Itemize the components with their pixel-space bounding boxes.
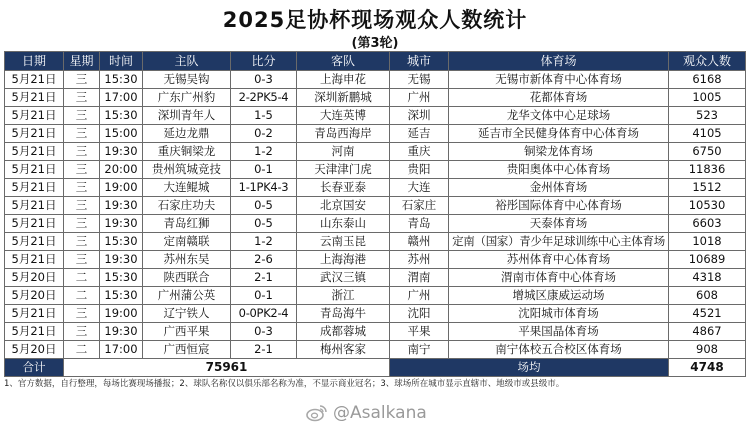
- cell-attendance: 1005: [669, 89, 746, 107]
- header-time: 时间: [100, 52, 143, 71]
- table-row: [5, 251, 746, 269]
- cell-time: 19:30: [100, 251, 143, 269]
- header-stadium: 体育场: [449, 52, 669, 71]
- cell-stadium: 定南（国家）青少年足球训练中心主体育场: [449, 233, 669, 251]
- cell-date: 5月21日: [5, 71, 64, 89]
- cell-home-team: 辽宁铁人: [143, 305, 231, 323]
- cell-home-team: 重庆铜梁龙: [143, 143, 231, 161]
- cell-date: 5月21日: [5, 179, 64, 197]
- table-row: [5, 305, 746, 323]
- cell-away-team: 云南玉昆: [297, 233, 390, 251]
- cell-weekday: 三: [64, 323, 100, 341]
- cell-score: 0-1: [231, 161, 297, 179]
- cell-score: 0-5: [231, 197, 297, 215]
- cell-away-team: 上海海港: [297, 251, 390, 269]
- cell-attendance: 1018: [669, 233, 746, 251]
- cell-stadium: 花都体育场: [449, 89, 669, 107]
- cell-score: 0-1: [231, 287, 297, 305]
- cell-away-team: 河南: [297, 143, 390, 161]
- cell-home-team: 广东广州豹: [143, 89, 231, 107]
- cell-attendance: 10689: [669, 251, 746, 269]
- table-row: [5, 107, 746, 125]
- cell-home-team: 石家庄功夫: [143, 197, 231, 215]
- cell-away-team: 成都蓉城: [297, 323, 390, 341]
- cell-home-team: 广西平果: [143, 323, 231, 341]
- header-city: 城市: [390, 52, 449, 71]
- average-label: 场均: [390, 359, 669, 377]
- cell-time: 19:30: [100, 215, 143, 233]
- cell-city: 渭南: [390, 269, 449, 287]
- cell-attendance: 4318: [669, 269, 746, 287]
- cell-stadium: 无锡市新体育中心体育场: [449, 71, 669, 89]
- cell-city: 广州: [390, 287, 449, 305]
- cell-city: 南宁: [390, 341, 449, 359]
- page-title: 2025足协杯现场观众人数统计: [222, 8, 528, 32]
- cell-attendance: 4867: [669, 323, 746, 341]
- table-row: [5, 71, 746, 89]
- cell-stadium: 贵阳奥体中心体育场: [449, 161, 669, 179]
- cell-weekday: 三: [64, 107, 100, 125]
- table-row: [5, 197, 746, 215]
- cell-city: 平果: [390, 323, 449, 341]
- cell-home-team: 定南赣联: [143, 233, 231, 251]
- total-label: 合计: [5, 359, 64, 377]
- cell-attendance: 11836: [669, 161, 746, 179]
- cell-attendance: 6750: [669, 143, 746, 161]
- cell-weekday: 二: [64, 269, 100, 287]
- cell-home-team: 广西恒宸: [143, 341, 231, 359]
- table-row: [5, 161, 746, 179]
- cell-date: 5月21日: [5, 125, 64, 143]
- cell-time: 15:00: [100, 125, 143, 143]
- cell-time: 20:00: [100, 161, 143, 179]
- cell-weekday: 三: [64, 197, 100, 215]
- cell-weekday: 三: [64, 233, 100, 251]
- cell-attendance: 523: [669, 107, 746, 125]
- cell-date: 5月20日: [5, 341, 64, 359]
- cell-score: 1-2: [231, 143, 297, 161]
- cell-away-team: 浙江: [297, 287, 390, 305]
- cell-home-team: 深圳青年人: [143, 107, 231, 125]
- cell-date: 5月21日: [5, 233, 64, 251]
- cell-time: 15:30: [100, 269, 143, 287]
- cell-away-team: 深圳新鹏城: [297, 89, 390, 107]
- cell-away-team: 长春亚泰: [297, 179, 390, 197]
- cell-score: 1-1PK4-3: [231, 179, 297, 197]
- cell-stadium: 渭南市体育中心体育场: [449, 269, 669, 287]
- cell-stadium: 延吉市全民健身体育中心体育场: [449, 125, 669, 143]
- header-score: 比分: [231, 52, 297, 71]
- cell-score: 0-2: [231, 125, 297, 143]
- cell-score: 0-3: [231, 71, 297, 89]
- cell-date: 5月21日: [5, 89, 64, 107]
- cell-stadium: 天泰体育场: [449, 215, 669, 233]
- cell-weekday: 三: [64, 305, 100, 323]
- attendance-table: [4, 51, 746, 377]
- cell-weekday: 三: [64, 125, 100, 143]
- cell-date: 5月20日: [5, 269, 64, 287]
- cell-home-team: 无锡吴钩: [143, 71, 231, 89]
- cell-attendance: 4521: [669, 305, 746, 323]
- cell-score: 2-1: [231, 341, 297, 359]
- cell-away-team: 大连英博: [297, 107, 390, 125]
- page-subtitle: (第3轮): [351, 36, 399, 51]
- cell-time: 15:30: [100, 233, 143, 251]
- cell-stadium: 增城区康威运动场: [449, 287, 669, 305]
- table-row: [5, 125, 746, 143]
- cell-city: 延吉: [390, 125, 449, 143]
- watermark: [306, 403, 427, 423]
- cell-city: 无锡: [390, 71, 449, 89]
- table-row: [5, 89, 746, 107]
- cell-away-team: 北京国安: [297, 197, 390, 215]
- cell-score: 0-3: [231, 323, 297, 341]
- cell-stadium: 沈阳城市体育场: [449, 305, 669, 323]
- weibo-logo-icon: [306, 404, 328, 422]
- cell-city: 青岛: [390, 215, 449, 233]
- cell-home-team: 贵州筑城竞技: [143, 161, 231, 179]
- cell-weekday: 三: [64, 143, 100, 161]
- table-row: [5, 323, 746, 341]
- cell-time: 19:00: [100, 305, 143, 323]
- cell-city: 赣州: [390, 233, 449, 251]
- cell-date: 5月21日: [5, 161, 64, 179]
- cell-stadium: 龙华文体中心足球场: [449, 107, 669, 125]
- cell-date: 5月21日: [5, 107, 64, 125]
- table-row: [5, 269, 746, 287]
- cell-time: 19:30: [100, 143, 143, 161]
- cell-time: 19:30: [100, 197, 143, 215]
- cell-weekday: 三: [64, 215, 100, 233]
- cell-time: 15:30: [100, 287, 143, 305]
- cell-home-team: 广州蒲公英: [143, 287, 231, 305]
- cell-attendance: 6603: [669, 215, 746, 233]
- summary-row: [5, 359, 746, 377]
- cell-away-team: 青岛海牛: [297, 305, 390, 323]
- cell-score: 1-5: [231, 107, 297, 125]
- cell-weekday: 三: [64, 251, 100, 269]
- cell-stadium: 平果国晶体育场: [449, 323, 669, 341]
- footnote: 1、官方数据，自行整理，每场比赛现场播报；2、球队名称仅以俱乐部名称为准，不显示商业冠名；3、球场所在城市显示直辖市、地级市或县级市。: [4, 379, 565, 389]
- cell-weekday: 三: [64, 161, 100, 179]
- cell-date: 5月20日: [5, 287, 64, 305]
- total-attendance: 75961: [64, 359, 390, 377]
- table-body: [5, 71, 746, 359]
- cell-attendance: 1512: [669, 179, 746, 197]
- header-date: 日期: [5, 52, 64, 71]
- cell-date: 5月21日: [5, 251, 64, 269]
- cell-home-team: 延边龙鼎: [143, 125, 231, 143]
- cell-weekday: 三: [64, 89, 100, 107]
- cell-date: 5月21日: [5, 323, 64, 341]
- cell-stadium: 裕彤国际体育中心体育场: [449, 197, 669, 215]
- cell-score: 0-0PK2-4: [231, 305, 297, 323]
- cell-time: 15:30: [100, 71, 143, 89]
- cell-city: 大连: [390, 179, 449, 197]
- cell-attendance: 6168: [669, 71, 746, 89]
- cell-city: 苏州: [390, 251, 449, 269]
- cell-stadium: 铜梁龙体育场: [449, 143, 669, 161]
- cell-away-team: 武汉三镇: [297, 269, 390, 287]
- cell-score: 1-2: [231, 233, 297, 251]
- cell-away-team: 山东泰山: [297, 215, 390, 233]
- cell-stadium: 金州体育场: [449, 179, 669, 197]
- cell-home-team: 大连鲲城: [143, 179, 231, 197]
- cell-time: 19:30: [100, 323, 143, 341]
- cell-city: 沈阳: [390, 305, 449, 323]
- cell-away-team: 青岛西海岸: [297, 125, 390, 143]
- cell-time: 17:00: [100, 341, 143, 359]
- cell-date: 5月21日: [5, 143, 64, 161]
- cell-score: 2-1: [231, 269, 297, 287]
- table-row: [5, 287, 746, 305]
- cell-home-team: 苏州东吴: [143, 251, 231, 269]
- cell-date: 5月21日: [5, 197, 64, 215]
- table-row: [5, 143, 746, 161]
- cell-date: 5月21日: [5, 215, 64, 233]
- cell-score: 2-6: [231, 251, 297, 269]
- cell-time: 19:00: [100, 179, 143, 197]
- table-row: [5, 341, 746, 359]
- cell-weekday: 二: [64, 341, 100, 359]
- table-row: [5, 179, 746, 197]
- cell-away-team: 天津津门虎: [297, 161, 390, 179]
- cell-stadium: 苏州体育中心体育场: [449, 251, 669, 269]
- cell-home-team: 青岛红狮: [143, 215, 231, 233]
- cell-attendance: 608: [669, 287, 746, 305]
- cell-away-team: 梅州客家: [297, 341, 390, 359]
- header-attendance: 观众人数: [669, 52, 746, 71]
- cell-score: 0-5: [231, 215, 297, 233]
- table-row: [5, 215, 746, 233]
- cell-attendance: 908: [669, 341, 746, 359]
- average-attendance: 4748: [669, 359, 746, 377]
- cell-attendance: 10530: [669, 197, 746, 215]
- cell-time: 15:30: [100, 107, 143, 125]
- cell-stadium: 南宁体校五合校区体育场: [449, 341, 669, 359]
- cell-weekday: 三: [64, 71, 100, 89]
- cell-date: 5月21日: [5, 305, 64, 323]
- cell-city: 广州: [390, 89, 449, 107]
- cell-city: 贵阳: [390, 161, 449, 179]
- cell-city: 重庆: [390, 143, 449, 161]
- watermark-text: @Asalkana: [333, 403, 427, 423]
- cell-weekday: 三: [64, 179, 100, 197]
- cell-home-team: 陕西联合: [143, 269, 231, 287]
- header-home-team: 主队: [143, 52, 231, 71]
- cell-score: 2-2PK5-4: [231, 89, 297, 107]
- table-header-row: [5, 52, 746, 71]
- header-weekday: 星期: [64, 52, 100, 71]
- cell-time: 17:00: [100, 89, 143, 107]
- cell-away-team: 上海申花: [297, 71, 390, 89]
- table-row: [5, 233, 746, 251]
- header-away-team: 客队: [297, 52, 390, 71]
- cell-city: 深圳: [390, 107, 449, 125]
- cell-city: 石家庄: [390, 197, 449, 215]
- cell-weekday: 二: [64, 287, 100, 305]
- cell-attendance: 4105: [669, 125, 746, 143]
